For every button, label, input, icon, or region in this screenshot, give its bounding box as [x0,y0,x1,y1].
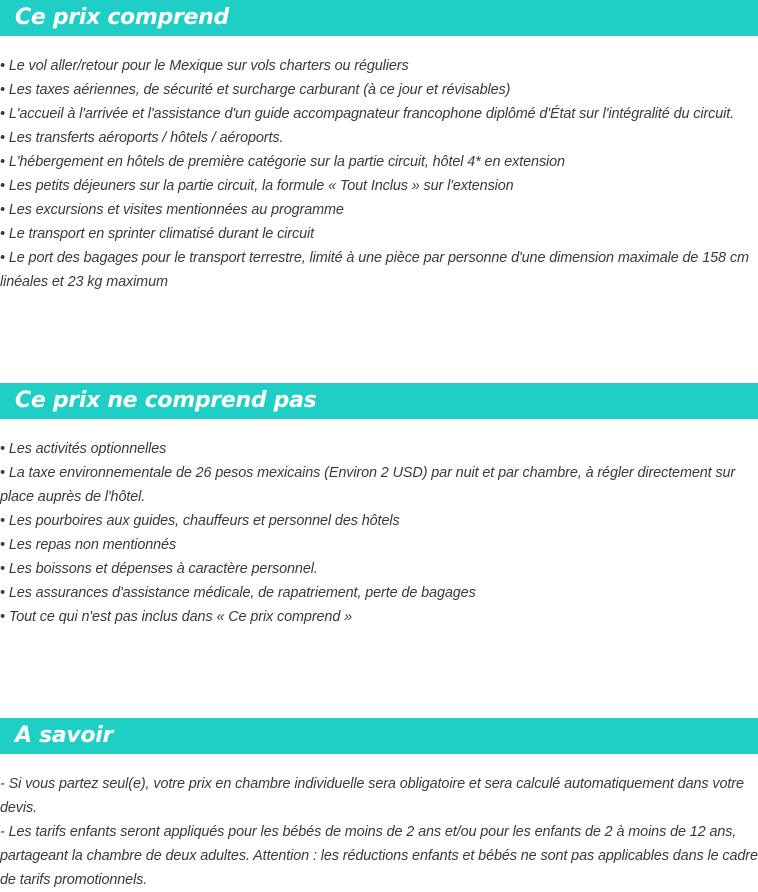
list-item: • Les activités optionnelles [0,441,167,457]
section-title: Ce prix ne comprend pas [0,383,758,419]
list-item: • Tout ce qui n'est pas inclus dans « Ce prix comprend » [0,609,353,625]
section-ce-prix-comprend [0,0,758,294]
included-list [0,54,758,294]
list-item: • Les assurances d'assistance médicale, de rapatriement, perte de bagages [0,585,476,601]
list-item: • Les boissons et dépenses à caractère personnel. [0,561,318,577]
not-included-list [0,437,758,629]
list-item: • Les taxes aériennes, de sécurité et surcharge carburant (à ce jour et révisables) [0,82,511,98]
info-list [0,772,758,892]
list-item: • Les repas non mentionnés [0,537,177,553]
list-item: • Le transport en sprinter climatisé durant le circuit [0,226,314,242]
list-item: - Les tarifs enfants seront appliqués pour les bébés de moins de 2 ans et/ou pour les enfants de 2 à moins de 12 ans, partageant la chambre de deux adultes. Attention : les réductions enfants et bébés ne sont pas applicables dans le cadre de tarifs promotionnels. [0,824,758,888]
list-item: • Le port des bagages pour le transport terrestre, limité à une pièce par personne d'une dimension maximale de 158 cm linéales et 23 kg maximum [0,250,749,290]
section-a-savoir [0,718,758,892]
list-item: • La taxe environnementale de 26 pesos mexicains (Environ 2 USD) par nuit et par chambre, à régler directement sur place auprès de l'hôtel. [0,465,736,505]
list-item: • Le vol aller/retour pour le Mexique sur vols charters ou réguliers [0,58,409,74]
list-item: • Les transferts aéroports / hôtels / aéroports. [0,130,284,146]
section-title: A savoir [0,718,758,754]
list-item: • Les excursions et visites mentionnées au programme [0,202,344,218]
section-ce-prix-ne-comprend-pas [0,383,758,629]
list-item: • L'accueil à l'arrivée et l'assistance d'un guide accompagnateur francophone diplômé d'État sur l'intégralité du circuit. [0,106,735,122]
list-item: - Si vous partez seul(e), votre prix en chambre individuelle sera obligatoire et sera calculé automatiquement dans votre devis. [0,776,744,816]
list-item: • Les petits déjeuners sur la partie circuit, la formule « Tout Inclus » sur l'extension [0,178,514,194]
section-title: Ce prix comprend [0,0,758,36]
list-item: • Les pourboires aux guides, chauffeurs et personnel des hôtels [0,513,400,529]
list-item: • L'hébergement en hôtels de première catégorie sur la partie circuit, hôtel 4* en extension [0,154,565,170]
